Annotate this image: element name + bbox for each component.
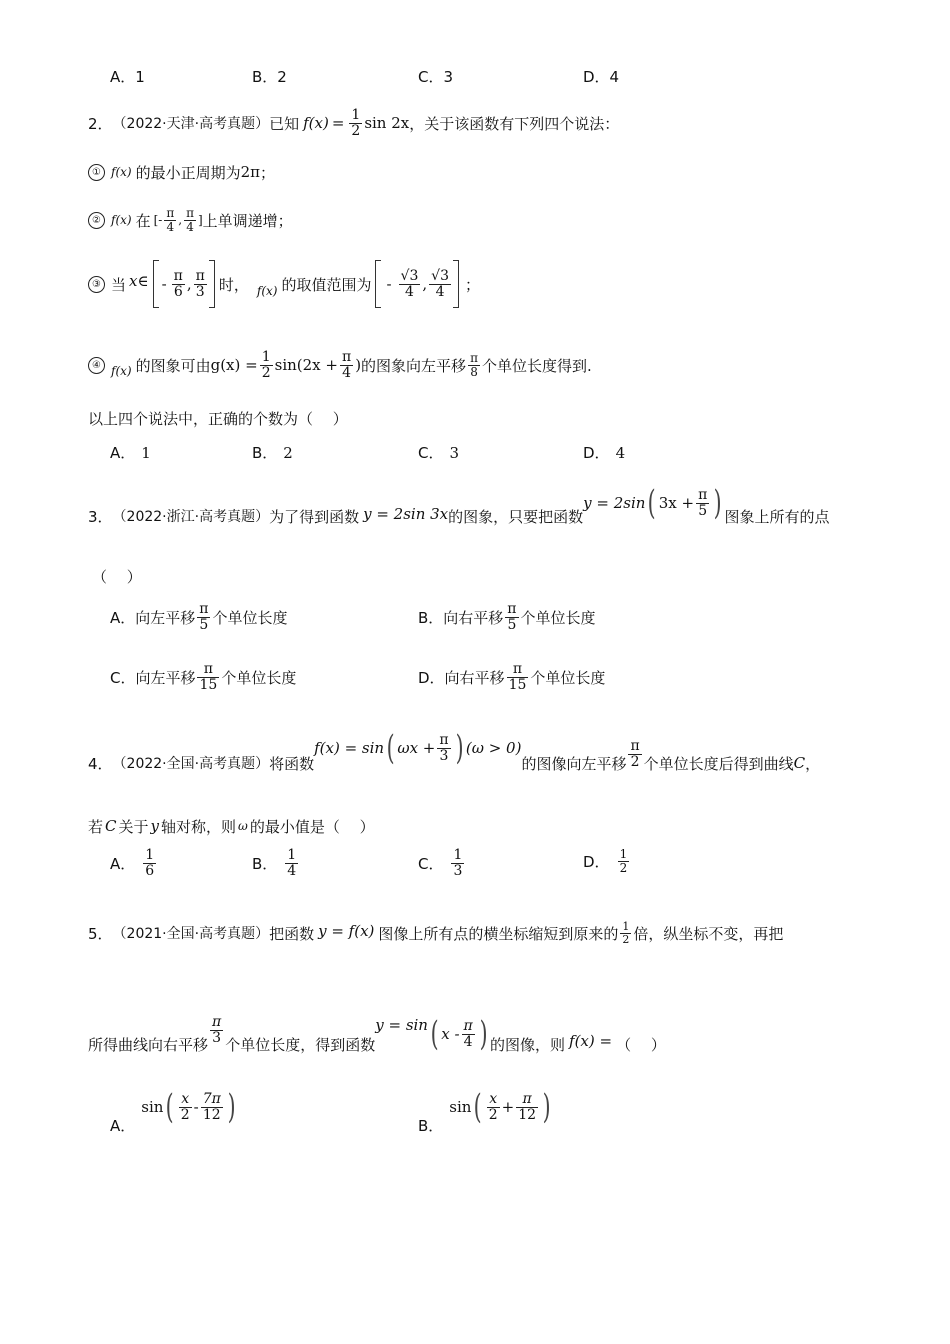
statement-text-3: 个单位长度得到. — [481, 356, 592, 375]
q2-stem — [88, 100, 619, 146]
q4-text: 将函数 — [269, 754, 315, 773]
q5-text-4: 所得曲线向右平移 — [88, 1035, 209, 1054]
q3-source: （2022·浙江·高考真题） — [112, 509, 270, 525]
q5-text-2: 图像上所有点的横坐标缩短到原来的 — [378, 924, 619, 943]
q2-question: 以上四个说法中，正确的个数为（ ） — [88, 410, 348, 428]
math-sin2x: sin 2x — [364, 114, 410, 132]
q3-number: 3． — [88, 507, 113, 526]
statement-marker: ④ — [88, 357, 105, 374]
math-x-in: x∈ — [129, 272, 149, 290]
math-y-fx: y = f(x) — [318, 922, 375, 940]
q2-option-d[interactable]: D． 4 — [583, 443, 626, 462]
q3-stem — [88, 480, 830, 540]
math-c: C — [793, 754, 806, 772]
math-fx: f(x) — [111, 364, 132, 378]
statement-text-2: 上单调递增； — [202, 211, 293, 230]
q5-option-a[interactable]: A． sin ( $\frac{x}{2}$ - $\frac{7\pi}{12}$ ) — [110, 1090, 238, 1136]
math-q3-function: y = 2sin ( 3x + $\frac{\pi}{5}$ ) — [583, 483, 722, 523]
q4-text-3: 个单位长度后得到曲线 — [643, 754, 794, 773]
q2-option-c[interactable]: C． 3 — [418, 443, 460, 462]
q2-option-b[interactable]: B． 2 — [252, 443, 293, 462]
q4-option-d[interactable]: D． $\frac{1}{2}$ — [583, 847, 628, 875]
math-fx: f(x) — [303, 114, 329, 132]
q4-option-c[interactable]: C． $\frac{1}{3}$ — [418, 847, 463, 879]
q1-option-d[interactable]: D．4 — [583, 68, 620, 86]
q1-option-c[interactable]: C．3 — [418, 68, 454, 86]
q5-text-5: 个单位长度，得到函数 — [225, 1035, 376, 1054]
q4-number: 4． — [88, 754, 113, 773]
q5-stem-2: 所得曲线向右平移 $\frac{\pi}{3}$ 个单位长度，得到函数 y = sin ( x - $\frac{\pi}{4}$ ) 的图像，则 f(x) = （ ） — [88, 1013, 666, 1054]
statement-text: 当 — [111, 275, 127, 294]
q3-text-2: 的图象，只要把函数 — [448, 507, 584, 526]
q1-option-b[interactable]: B．2 — [252, 68, 287, 86]
statement-end: ； — [464, 275, 480, 294]
q3-text: 为了得到函数 — [269, 507, 360, 526]
q3-text-3: 图象上所有的点 — [724, 507, 830, 526]
math-2pi: 2π — [240, 163, 260, 181]
math-fx: f(x) — [256, 284, 278, 298]
q5-stem: 5． （2021·全国·高考真题） 把函数 y = f(x) 图像上所有点的横坐标缩短到原来的 $\frac{1}{2}$ 倍，纵坐标不变，再把 — [88, 919, 784, 946]
math-gx: g(x) = — [210, 356, 258, 374]
q4-option-a[interactable]: A． $\frac{1}{6}$ — [110, 847, 155, 879]
math-fraction: $\frac{1}{2}$ — [351, 106, 361, 139]
q3-paren: （ ） — [92, 568, 142, 586]
math-fx-eq: f(x) = — [569, 1032, 613, 1050]
q2-statement-3: ③ 当 x∈ - $\frac{\pi}{6}$ , $\frac{\pi}{3}$ 时， f(x) 的取值范围为 - $\frac{√3}{4}$ , $\frac{√3}{4}$ ； — [88, 258, 480, 310]
q2-option-a[interactable]: A． 1 — [110, 443, 151, 462]
q4-stem-2: 若 C 关于 y 轴对称，则 ω 的最小值是（ ） — [88, 817, 375, 836]
statement-text-3: 的取值范围为 — [281, 275, 372, 294]
statement-text: 的最小正周期为 — [135, 163, 241, 182]
math-q5-function: y = sin ( x - $\frac{\pi}{4}$ ) — [375, 1014, 488, 1054]
q5-number: 5． — [88, 924, 113, 943]
statement-marker: ③ — [88, 276, 105, 293]
q4-option-b[interactable]: B． $\frac{1}{4}$ — [252, 847, 297, 879]
statement-marker: ② — [88, 212, 105, 229]
q5-paren: （ ） — [616, 1035, 666, 1054]
q4-text-2: 的图像向左平移 — [521, 754, 627, 773]
math-fx: f(x) — [111, 213, 132, 227]
q2-statement-1 — [88, 160, 275, 184]
q3-option-a[interactable]: A．向左平移 $\frac{\pi}{5}$ 个单位长度 — [110, 601, 288, 633]
statement-text-2: 的图象向左平移 — [361, 356, 467, 375]
q4-stem: 4． （2022·全国·高考真题） 将函数 f(x) = sin ( ωx + $\frac{\pi}{3}$ ) (ω > 0) 的图像向左平移 $\frac{\pi}{2}$ 个单位长度后得到曲线 C ， — [88, 728, 821, 773]
q1-option-a[interactable]: A．1 — [110, 68, 145, 86]
q3-option-b[interactable]: B．向右平移 $\frac{\pi}{5}$ 个单位长度 — [418, 601, 596, 633]
math-q4-function: f(x) = sin ( ωx + $\frac{\pi}{3}$ ) (ω > 0) — [314, 728, 522, 768]
math-q5-option-a: sin ( $\frac{x}{2}$ - $\frac{7\pi}{12}$ ) — [141, 1087, 236, 1127]
statement-text: 的图象可由 — [135, 356, 211, 375]
math-q5-option-b: sin ( $\frac{x}{2}$ + $\frac{\pi}{12}$ ) — [449, 1087, 551, 1127]
math-y-2sin3x: y = 2sin 3x — [363, 505, 449, 523]
q5-text-6: 的图像，则 — [490, 1035, 566, 1054]
q3-option-c[interactable]: C．向左平移 $\frac{\pi}{15}$ 个单位长度 — [110, 661, 297, 693]
q5-text: 把函数 — [269, 924, 315, 943]
q5-text-3: 倍，纵坐标不变，再把 — [633, 924, 784, 943]
q5-source: （2021·全国·高考真题） — [112, 926, 270, 942]
statement-text-2: 时， — [218, 275, 249, 294]
math-eq: = — [331, 114, 345, 132]
q2-text-2: ，关于该函数有下列四个说法： — [409, 114, 620, 133]
math-fx: f(x) — [111, 165, 132, 179]
statement-marker: ① — [88, 164, 105, 181]
q5-option-b[interactable]: B． sin ( $\frac{x}{2}$ + $\frac{\pi}{12}$ ) — [418, 1090, 553, 1136]
q2-text: 已知 — [269, 114, 300, 133]
q2-source: （2022·天津·高考真题） — [112, 116, 270, 132]
q3-option-d[interactable]: D．向右平移 $\frac{\pi}{15}$ 个单位长度 — [418, 661, 606, 693]
q4-comma: ， — [805, 754, 821, 773]
q2-number: 2． — [88, 114, 113, 133]
statement-end: ； — [260, 163, 276, 182]
q4-source: （2022·全国·高考真题） — [112, 756, 270, 772]
q2-statement-4: ④ f(x) 的图象可由 g(x) = $\frac{1}{2}$ sin(2x + $\frac{\pi}{4}$ ) 的图象向左平移 $\frac{\pi}{8}$ 个单位长度得到. — [88, 342, 592, 388]
statement-text: 在 — [135, 211, 151, 230]
q2-statement-2: ② f(x) 在 [ - $\frac{\pi}{4}$ , $\frac{\pi}{4}$ ] 上单调递增； — [88, 200, 293, 240]
